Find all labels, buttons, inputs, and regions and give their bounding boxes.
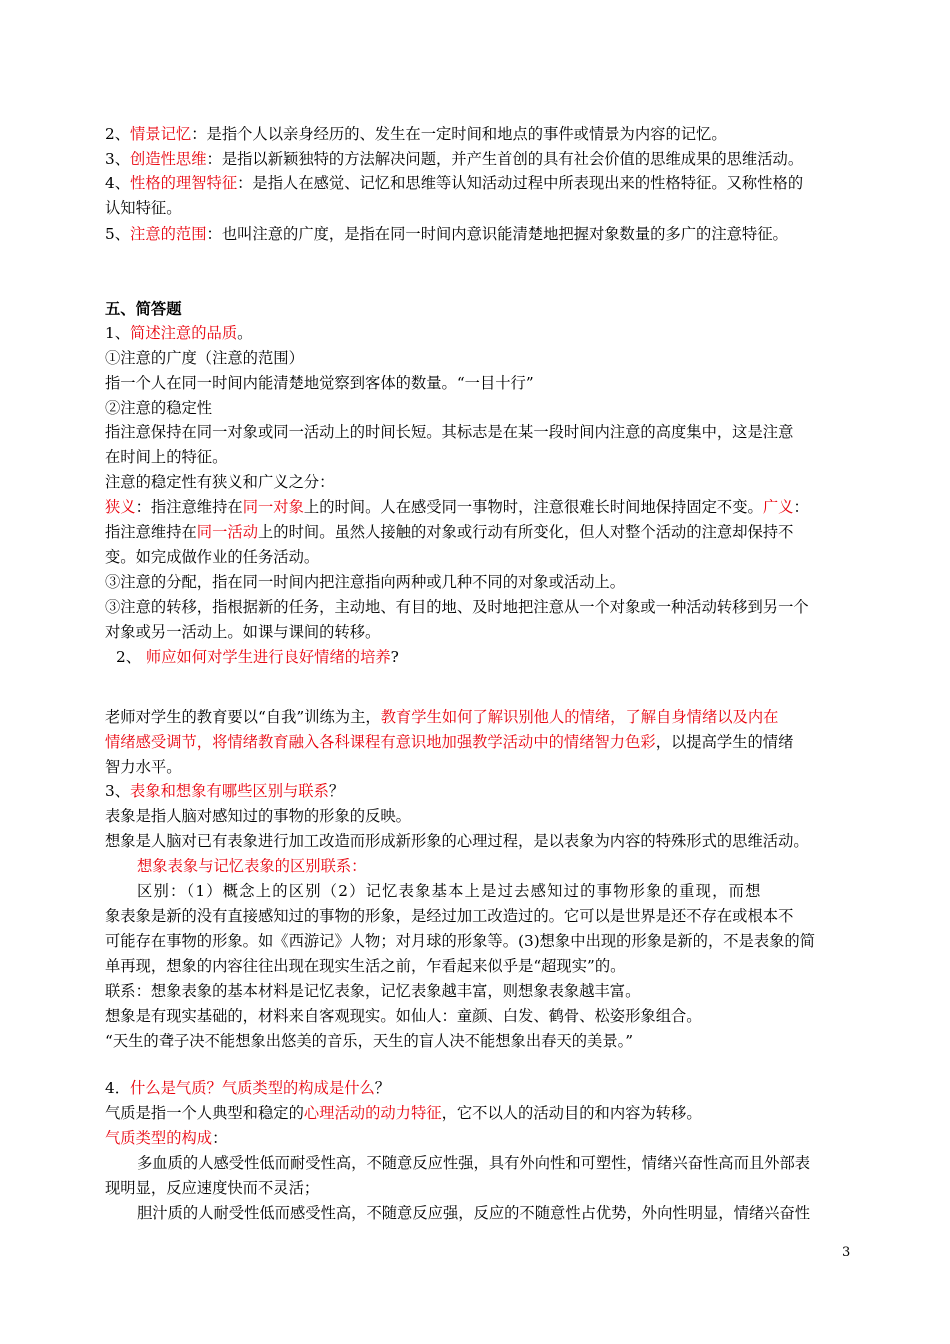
answer-line	[105, 495, 809, 519]
definition-line	[105, 122, 727, 146]
highlight-text: 情绪感受调节，将情绪教育融入各科课程有意识地加强教学活动中的情绪智力色彩	[105, 733, 656, 751]
question-end: ？	[374, 1079, 391, 1097]
item-number: 2、	[105, 125, 131, 143]
answer-line: ①注意的广度（注意的范围）	[105, 349, 304, 367]
answer-line: 变。如完成做作业的任务活动。	[105, 548, 320, 566]
highlight-text: 心理活动的动力特征	[303, 1104, 442, 1122]
section-heading: 五、简答题	[105, 300, 182, 318]
answer-line: 指一个人在同一时间内能清楚地觉察到客体的数量。“一目十行”	[105, 374, 534, 392]
highlight-text: 狭义	[105, 498, 136, 516]
question-title: 师应如何对学生进行良好情绪的培养	[145, 648, 391, 666]
question-1	[105, 321, 252, 345]
answer-text: ，它不以人的活动目的和内容为转移。	[441, 1104, 702, 1122]
definition-line	[105, 147, 803, 171]
item-number: 4、	[105, 174, 131, 192]
item-number: 5、	[105, 225, 131, 243]
answer-line: 指注意保持在同一对象或同一活动上的时间长短。其标志是在某一段时间内注意的高度集中，这是注意	[105, 423, 794, 441]
answer-text: 指注意维持在	[105, 523, 197, 541]
answer-line: ③注意的转移，指根据新的任务，主动地、有目的地、及时地把注意从一个对象或一种活动转移到另一个	[105, 598, 809, 616]
question-number: 1、	[105, 324, 131, 342]
highlight-text: 同一对象	[242, 498, 304, 516]
answer-line: 象表象是新的没有直接感知过的事物的形象，是经过加工改造过的。它可以是世界是还不存在或根本不	[105, 907, 794, 925]
highlight-text: 教育学生如何了解识别他人的情绪，了解自身情绪以及内在	[380, 708, 779, 726]
answer-line	[105, 705, 778, 729]
question-4	[105, 1076, 390, 1100]
answer-text: 气质是指一个人典型和稳定的	[105, 1104, 304, 1122]
question-end: 。	[237, 324, 253, 342]
answer-line: 表象是指人脑对感知过的事物的形象的反映。	[105, 807, 411, 825]
answer-text: 上的时间。虽然人接触的对象或行动有所变化，但人对整个活动的注意却保持不	[258, 523, 794, 541]
question-2	[116, 645, 399, 669]
definition-term: 情景记忆	[130, 125, 192, 143]
answer-line	[105, 520, 793, 544]
answer-text: ，以提高学生的情绪	[655, 733, 794, 751]
definition-text: ：是指个人以亲身经历的、发生在一定时间和地点的事件或情景为内容的记忆。	[191, 125, 727, 143]
question-end: ?	[390, 648, 399, 666]
answer-line: “天生的聋子决不能想象出悠美的音乐，天生的盲人决不能想象出春天的美景。”	[105, 1032, 634, 1050]
question-title: 简述注意的品质	[130, 324, 238, 342]
definition-term: 性格的理智特征	[130, 174, 238, 192]
definition-text: ：也叫注意的广度，是指在同一时间内意识能清楚地把握对象数量的多广的注意特征。	[206, 225, 788, 243]
definition-term: 创造性思维	[130, 150, 207, 168]
definition-text: ：是指以新颖独特的方法解决问题，并产生首创的具有社会价值的思维成果的思维活动。	[206, 150, 804, 168]
answer-line	[105, 1126, 227, 1150]
answer-line: 现明显，反应速度快而不灵活；	[105, 1179, 320, 1197]
answer-line: 对象或另一活动上。如课与课间的转移。	[105, 623, 381, 641]
question-end: ？	[328, 782, 345, 800]
answer-line: 区别：（1）概念上的区别（2）记忆表象基本上是过去感知过的事物形象的重现，而想	[137, 882, 762, 900]
subheading: 气质类型的构成	[105, 1129, 213, 1147]
answer-line: 注意的稳定性有狭义和广义之分：	[105, 473, 335, 491]
answer-line: 胆汁质的人耐受性低而感受性高，不随意反应强，反应的不随意性占优势，外向性明显，情绪兴奋性	[137, 1204, 811, 1222]
answer-line	[105, 730, 793, 754]
definition-continuation: 认知特征。	[105, 199, 182, 217]
definition-line	[105, 222, 788, 246]
answer-line: ②注意的稳定性	[105, 399, 213, 417]
answer-line: 在时间上的特征。	[105, 448, 228, 466]
answer-text: 老师对学生的教育要以“自我”训练为主，	[105, 708, 381, 726]
answer-line: 可能存在事物的形象。如《西游记》人物；对月球的形象等。(3)想象中出现的形象是新的，不是表象的简	[105, 932, 816, 950]
question-number: 2、	[116, 648, 142, 666]
subheading: 想象表象与记忆表象的区别联系：	[137, 857, 367, 875]
definition-term: 注意的范围	[130, 225, 207, 243]
question-number: 3、	[105, 782, 131, 800]
page-number: 3	[842, 1245, 851, 1260]
answer-line: 多血质的人感受性低而耐受性高，不随意反应性强，具有外向性和可塑性，情绪兴奋性高而且外部表	[137, 1154, 811, 1172]
definition-text: ：是指人在感觉、记忆和思维等认知活动过程中所表现出来的性格特征。又称性格的	[237, 174, 804, 192]
answer-line	[105, 1101, 702, 1125]
item-number: 3、	[105, 150, 131, 168]
answer-text: 上的时间。人在感受同一事物时，注意很难长时间地保持固定不变。	[303, 498, 763, 516]
question-title: 表象和想象有哪些区别与联系	[130, 782, 329, 800]
question-number: 4．	[105, 1079, 131, 1097]
definition-line	[105, 171, 803, 195]
answer-text: ：	[793, 498, 809, 516]
question-3	[105, 779, 344, 803]
highlight-text: 同一活动	[196, 523, 258, 541]
highlight-text: 广义	[762, 498, 794, 516]
answer-line: 单再现，想象的内容往往出现在现实生活之前，乍看起来似乎是“超现实”的。	[105, 957, 626, 975]
question-title: 什么是气质？气质类型的构成是什么	[130, 1079, 375, 1097]
answer-line: ③注意的分配，指在同一时间内把注意指向两种或几种不同的对象或活动上。	[105, 573, 626, 591]
answer-text: ：	[212, 1129, 228, 1147]
answer-line: 智力水平。	[105, 758, 182, 776]
answer-line: 联系：想象表象的基本材料是记忆表象，记忆表象越丰富，则想象表象越丰富。	[105, 982, 641, 1000]
answer-text: ：指注意维持在	[135, 498, 243, 516]
answer-line: 想象是人脑对已有表象进行加工改造而形成新形象的心理过程，是以表象为内容的特殊形式的思维活动。	[105, 832, 809, 850]
answer-line: 想象是有现实基础的，材料来自客观现实。如仙人：童颜、白发、鹤骨、松姿形象组合。	[105, 1007, 702, 1025]
